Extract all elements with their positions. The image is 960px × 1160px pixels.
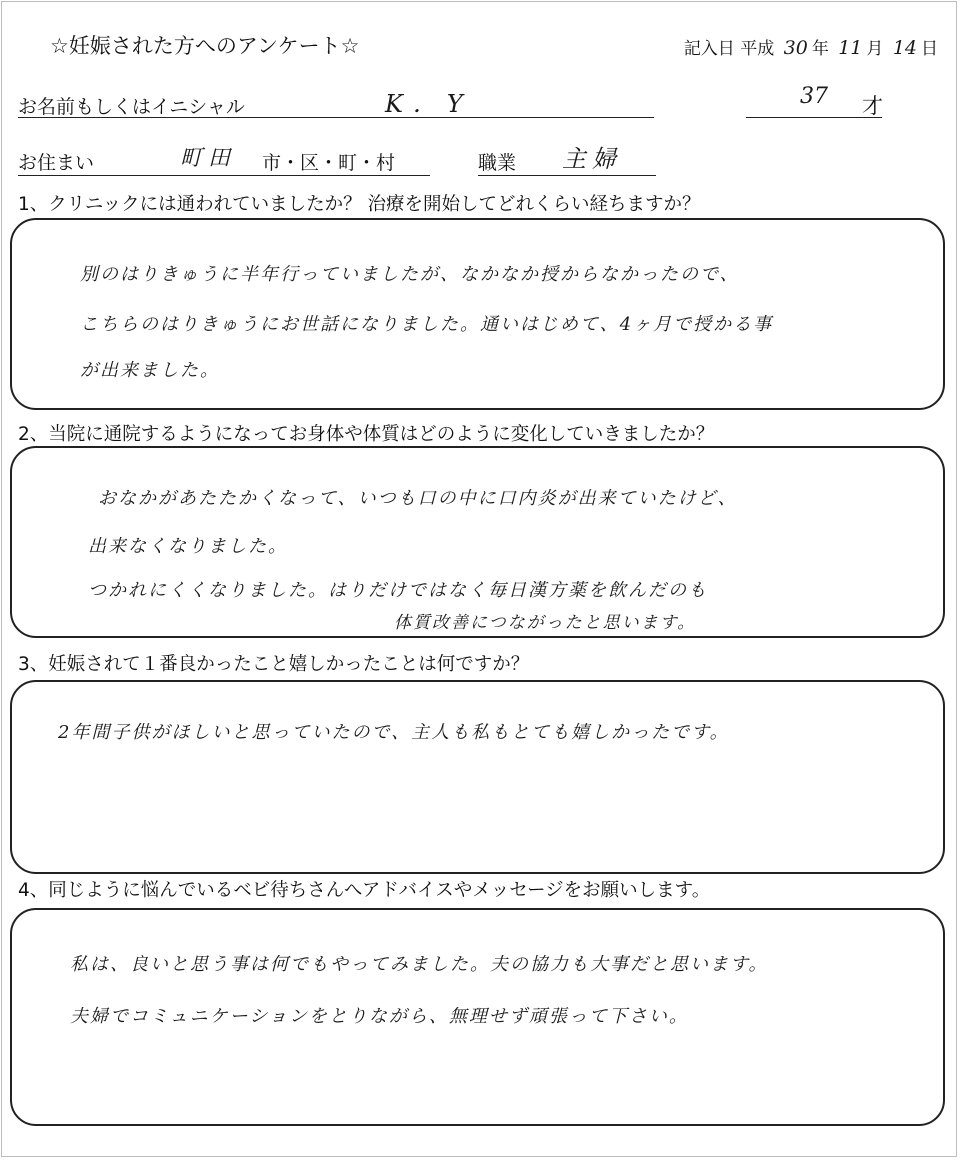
job-value: 主婦 [562, 145, 622, 173]
date-month-unit: 月 [866, 39, 884, 59]
name-value: K．Y [385, 90, 473, 118]
question-1-answer-box [10, 218, 945, 410]
name-underline [18, 117, 654, 118]
age-value: 37 [800, 84, 828, 109]
address-label: お住まい [18, 152, 95, 174]
answer-3-line-1: 2年間子供がほしいと思っていたので、主人も私もとても嬉しかったです。 [58, 722, 730, 743]
date-day-unit: 日 [921, 39, 938, 59]
entry-date [684, 34, 938, 59]
question-2-answer-box [10, 446, 945, 638]
date-day: 14 [892, 37, 917, 59]
date-year-unit: 年 [811, 39, 829, 59]
age-underline [746, 117, 882, 118]
page-title: ☆妊娠された方へのアンケート☆ [50, 34, 360, 58]
answer-4-line-1: 私は、良いと思う事は何でもやってみました。夫の協力も大事だと思います。 [70, 954, 769, 975]
question-3-label: 3、妊娠されて１番良かったこと嬉しかったことは何ですか？ [18, 654, 530, 675]
job-underline [478, 175, 656, 176]
answer-1-line-2: こちらのはりきゅうにお世話になりました。通いはじめて、4ヶ月で授かる事 [80, 314, 774, 335]
municipality-options: 市・区・町・村 [262, 152, 396, 174]
answer-1-line-1: 別のはりきゅうに半年行っていましたが、なかなか授からなかったので、 [80, 264, 740, 285]
answer-2-line-1: おなかがあたたかくなって、いつも口の中に口内炎が出来ていたけど、 [98, 488, 738, 509]
question-1-label: 1、クリニックには通われていましたか？ 治療を開始してどれくらい経ちますか？ [18, 194, 701, 215]
name-label: お名前もしくはイニシャル [18, 96, 245, 118]
question-2-label: 2、当院に通院するようになってお身体や体質はどのように変化していきましたか？ [18, 424, 715, 445]
job-label: 職業 [478, 152, 517, 174]
answer-2-line-2: 出来なくなりました。 [88, 536, 288, 557]
answer-1-line-3: が出来ました。 [80, 360, 220, 381]
address-underline [18, 175, 430, 176]
answer-2-line-3: つかれにくくなりました。はりだけではなく毎日漢方薬を飲んだのも [88, 580, 708, 601]
question-4-answer-box [10, 908, 945, 1126]
age-unit: 才 [862, 94, 883, 118]
answer-4-line-2: 夫婦でコミュニケーションをとりながら、無理せず頑張って下さい。 [70, 1006, 689, 1027]
date-month: 11 [838, 37, 863, 59]
date-label: 記入日 平成 [683, 39, 775, 59]
question-3-answer-box [10, 680, 945, 874]
date-year: 30 [783, 37, 808, 59]
question-4-label: 4、同じように悩んでいるベビ待ちさんへアドバイスやメッセージをお願いします。 [18, 880, 711, 901]
city-value: 町田 [180, 146, 237, 171]
answer-2-line-4: 体質改善につながったと思います。 [394, 613, 697, 633]
